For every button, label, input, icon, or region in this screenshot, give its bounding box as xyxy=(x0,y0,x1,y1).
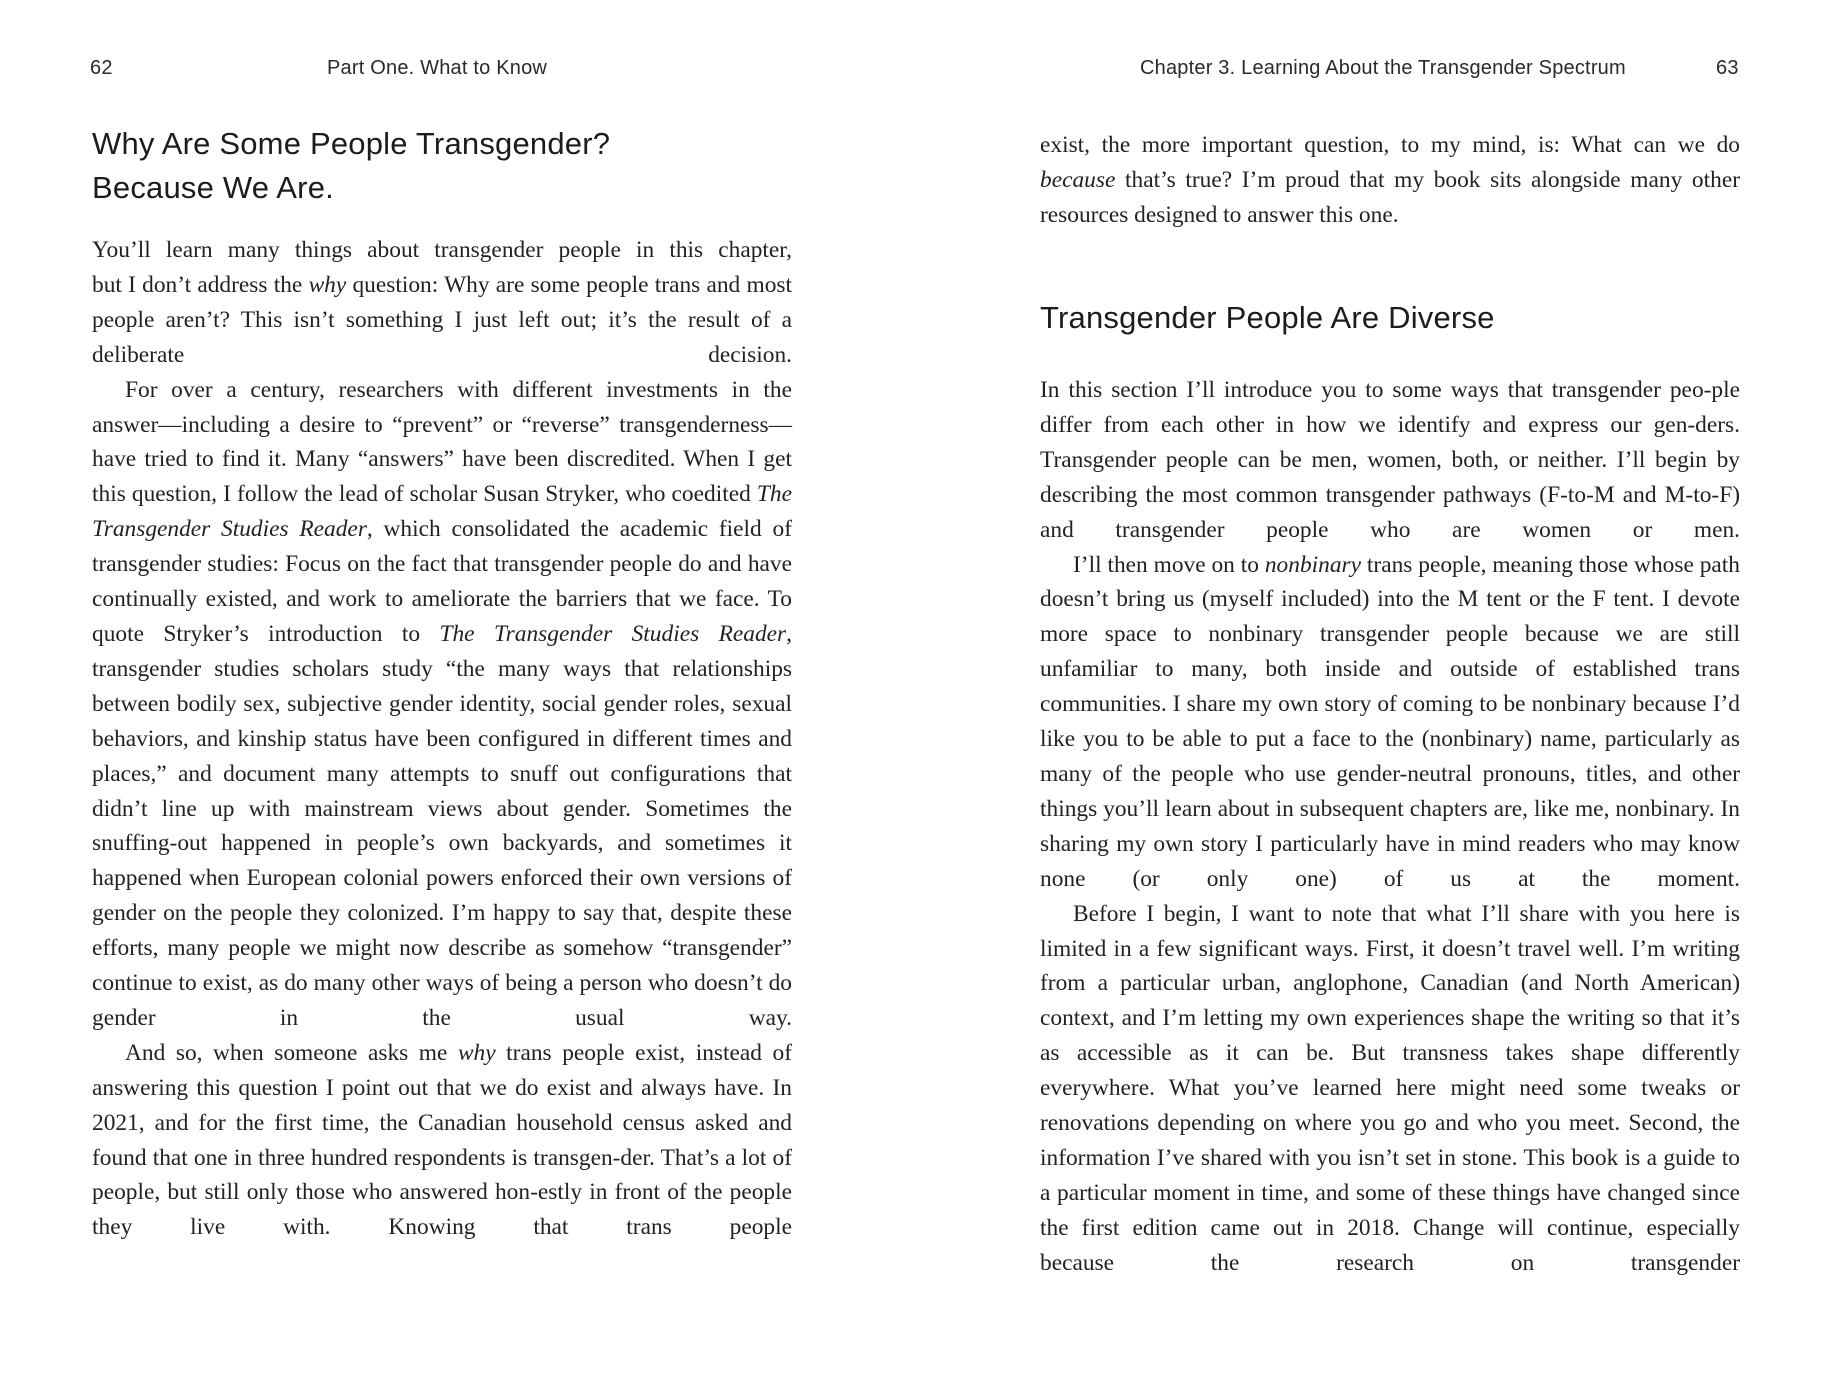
heading-line-2: Because We Are. xyxy=(92,170,334,205)
paragraph: Before I begin, I want to note that what I’ll share with you here is limited in a few significant ways. First, it doesn’t travel well. I’m writing from a particular urban, anglophone, Canadian (and North American) context, and I’m letting my own experiences shape the writing so that it’s as accessible as it can be. But transness takes shape differently everywhere. What you’ve learned here might need some tweaks or renovations depending on where you go and who you meet. Second, the information I’ve shared with you isn’t set in stone. This book is a guide to a particular moment in time, and some of these things have changed since the first edition came out in 2018. Change will continue, especially because the research on transgender xyxy=(1040,900,1740,1276)
body-text xyxy=(1040,373,1740,1281)
running-head: Chapter 3. Learning About the Transgender Spectrum xyxy=(1140,57,1626,79)
heading-line-1: Why Are Some People Transgender? xyxy=(92,126,611,161)
paragraph: For over a century, researchers with different investments in the answer—including a desire to “prevent” or “reverse” transgenderness—have tried to find it. Many “answers” have been discredited. When I get this question, I follow the lead of scholar Susan Stryker, who coedited The Transgender Studies Reader, which consolidated the academic field of transgender studies: Focus on the fact that transgender people do and have continually existed, and work to ameliorate the barriers that we face. To quote Stryker’s introduction to The Transgender Studies Reader, transgender studies scholars study “the many ways that relationships between bodily sex, subjective gender identity, social gender roles, sexual behaviors, and kinship status have been configured in different times and places,” and document many attempts to snuff out configurations that didn’t line up with mainstream views about gender. Sometimes the snuffing-out happened in people’s own backyards, and sometimes it happened when European colonial powers enforced their own versions of gender on the people they colonized. I’m happy to say that, despite these efforts, many people we might now describe as somehow “transgender” continue to exist, as do many other ways of being a person who doesn’t do gender in the usual way. xyxy=(92,376,792,1031)
right-page xyxy=(910,0,1820,1396)
body-text xyxy=(92,233,792,1245)
left-page xyxy=(0,0,910,1396)
page-number: 63 xyxy=(1716,57,1739,79)
section-heading: Transgender People Are Diverse xyxy=(1040,300,1495,335)
page-number: 62 xyxy=(90,57,113,79)
paragraph: exist, the more important question, to my mind, is: What can we do because that’s true? I’m proud that my book sits alongside many other resources designed to answer this one. xyxy=(1040,132,1740,228)
running-head: Part One. What to Know xyxy=(327,57,548,79)
section-heading xyxy=(92,122,610,210)
paragraph: In this section I’ll introduce you to some ways that transgender peo-ple differ from each other in how we identify and express our gen-ders. Transgender people can be men, women, both, or neither. I’ll begin by describing the most common transgender pathways (F-to-M and M-to-F) and transgender people who are women or men. xyxy=(1040,377,1740,543)
paragraph: I’ll then move on to nonbinary trans people, meaning those whose path doesn’t bring us (myself included) into the M tent or the F tent. I devote more space to nonbinary transgender people because we are still unfamiliar to many, both inside and outside of established trans communities. I share my own story of coming to be nonbinary because I’d like you to be able to put a face to the (nonbinary) name, particularly as many of the people who use gender-neutral pronouns, titles, and other things you’ll learn about in subsequent chapters are, like me, nonbinary. In sharing my own story I particularly have in mind readers who may know none (or only one) of us at the moment. xyxy=(1040,551,1740,892)
paragraph: You’ll learn many things about transgender people in this chapter, but I don’t address the why question: Why are some people trans and most people aren’t? This isn’t something I just left out; it’s the result of a deliberate decision. xyxy=(92,237,792,368)
continued-text xyxy=(1040,128,1740,233)
paragraph: And so, when someone asks me why trans people exist, instead of answering this question I point out that we do exist and always have. In 2021, and for the first time, the Canadian household census asked and found that one in three hundred respondents is transgen-der. That’s a lot of people, but still only those who answered hon-estly in front of the people they live with. Knowing that trans people xyxy=(92,1039,792,1241)
